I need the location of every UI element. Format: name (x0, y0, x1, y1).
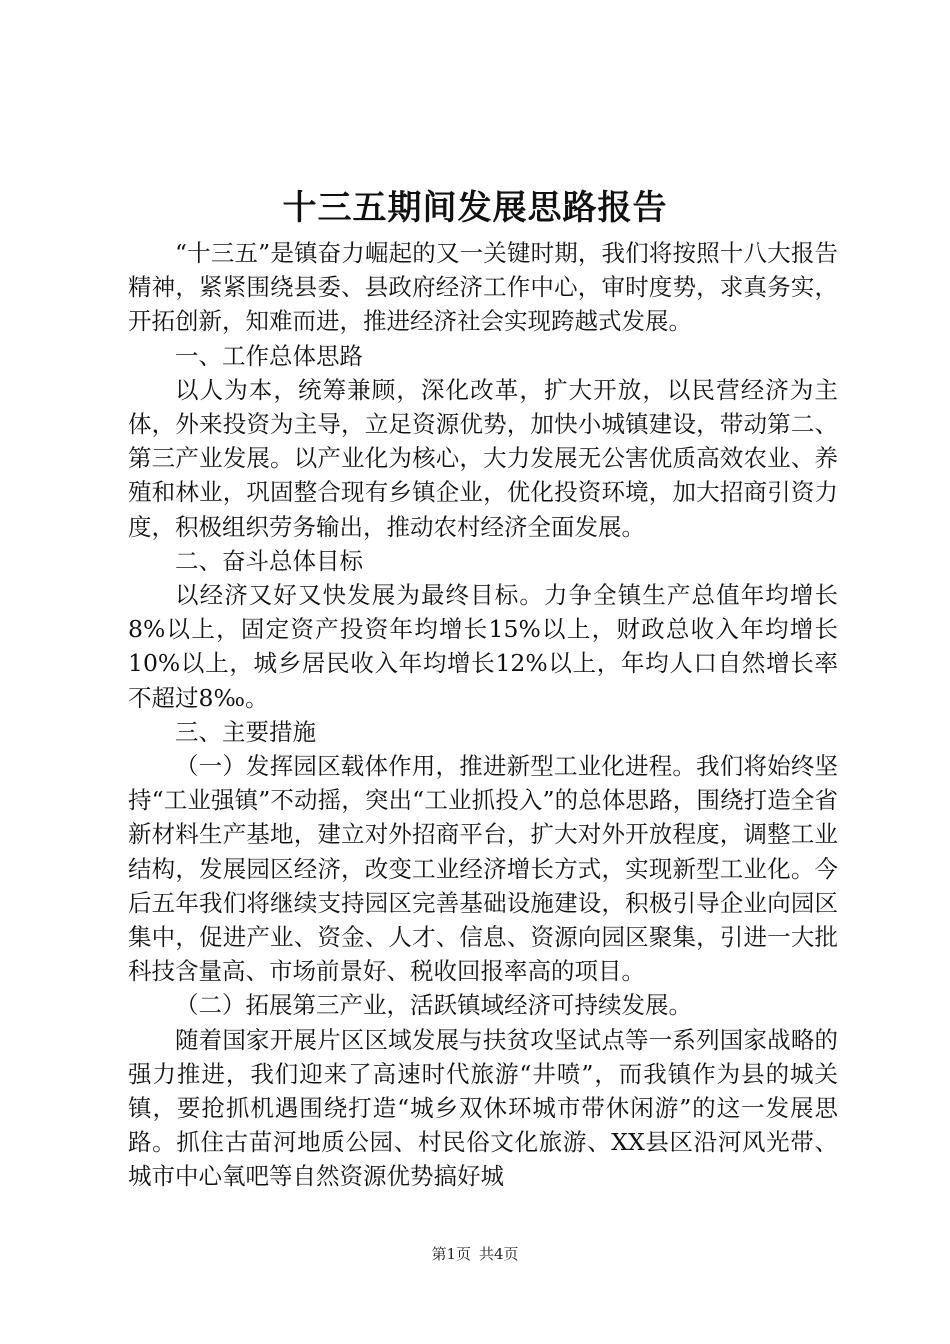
page-footer (0, 1243, 950, 1265)
paragraph-measure-two: 随着国家开展片区区域发展与扶贫攻坚试点等一系列国家战略的强力推进，我们迎来了高速时代旅游“井喷”，而我镇作为县的城关镇，要抢抓机遇围绕打造“城乡双休环城市带休闲游”的这一发展思路。抓住古苗河地质公园、村民俗文化旅游、XX县区沿河风光带、城市中心氧吧等自然资源优势搞好城 (128, 1025, 838, 1191)
paragraph-goals: 以经济又好又快发展为最终目标。力争全镇生产总值年均增长8%以上，固定资产投资年均增长15%以上，财政总收入年均增长10%以上，城乡居民收入年均增长12%以上，年均人口自然增长率不超过8‰。 (128, 581, 838, 712)
document-body (128, 236, 838, 1194)
paragraph-measure-one: （一）发挥园区载体作用，推进新型工业化进程。我们将始终坚持“工业强镇”不动摇，突出“工业抓投入”的总体思路，围绕打造全省新材料生产基地，建立对外招商平台，扩大对外开放程度，调整工业结构，发展园区经济，改变工业经济增长方式，实现新型工业化。今后五年我们将继续支持园区完善基础设施建设，积极引导企业向园区集中，促进产业、资金、人才、信息、资源向园区聚集，引进一大批科技含量高、市场前景好、税收回报率高的项目。 (128, 752, 838, 986)
heading-goals: 二、奋斗总体目标 (175, 546, 363, 575)
paragraph-intro: “十三五”是镇奋力崛起的又一关键时期，我们将按照十八大报告精神，紧紧围绕县委、县政府经济工作中心，审时度势，求真务实，开拓创新，知难而进，推进经济社会实现跨越式发展。 (128, 239, 838, 336)
heading-work-approach: 一、工作总体思路 (175, 341, 363, 370)
page-number: 第1页 (431, 1245, 471, 1263)
paragraph-work-approach: 以人为本，统筹兼顾，深化改革，扩大开放，以民营经济为主体，外来投资为主导，立足资源优势，加快小城镇建设，带动第二、第三产业发展。以产业化为核心，大力发展无公害优质高效农业、养殖和林业，巩固整合现有乡镇企业，优化投资环境，加大招商引资力度，积极组织劳务输出，推动农村经济全面发展。 (128, 375, 838, 541)
heading-measures: 三、主要措施 (175, 717, 316, 746)
document-title: 十三五期间发展思路报告 (282, 188, 668, 228)
subheading-measure-two: （二）拓展第三产业，活跃镇域经济可持续发展。 (175, 991, 692, 1020)
page-count: 共4页 (479, 1245, 519, 1263)
